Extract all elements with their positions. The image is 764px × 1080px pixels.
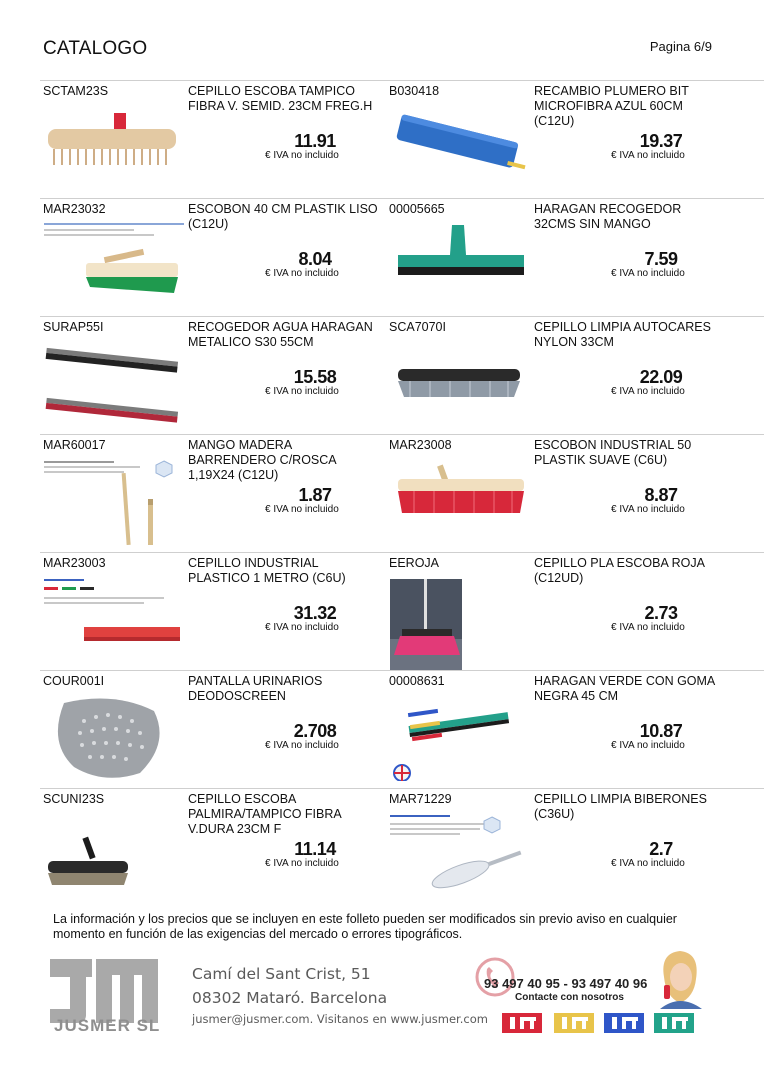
vat-note: € IVA no incluido bbox=[265, 858, 339, 869]
product-description: HARAGAN RECOGEDOR 32CMS SIN MANGO bbox=[534, 202, 682, 231]
tampico-brush-photo bbox=[44, 103, 184, 191]
vat-note: € IVA no incluido bbox=[611, 386, 685, 397]
nylon-brush-photo bbox=[390, 339, 530, 427]
product-card[interactable] bbox=[386, 435, 748, 553]
product-code: SURAP55I bbox=[43, 320, 104, 334]
brand-badges-icon bbox=[500, 1009, 700, 1035]
phone-numbers[interactable]: 93 497 40 95 - 93 497 40 96 bbox=[484, 976, 648, 991]
product-code: MAR23008 bbox=[389, 438, 452, 452]
product-card[interactable] bbox=[386, 553, 748, 671]
product-price: 15.58 bbox=[293, 367, 337, 387]
vat-note: € IVA no incluido bbox=[611, 740, 685, 751]
product-price: 7.59 bbox=[644, 249, 678, 269]
product-card[interactable] bbox=[386, 671, 748, 789]
product-price: 11.91 bbox=[294, 131, 336, 151]
vat-note: € IVA no incluido bbox=[611, 858, 685, 869]
address-city: 08302 Mataró. Barcelona bbox=[192, 989, 388, 1007]
vat-note: € IVA no incluido bbox=[265, 740, 339, 751]
product-card[interactable] bbox=[386, 317, 748, 435]
vat-note: € IVA no incluido bbox=[265, 150, 339, 161]
product-description: ESCOBON 40 CM PLASTIK LISO (C12U) bbox=[188, 202, 378, 231]
product-price: 11.14 bbox=[294, 839, 336, 859]
industrial-broom-photo bbox=[390, 457, 530, 545]
vat-note: € IVA no incluido bbox=[265, 268, 339, 279]
product-price: 1.87 bbox=[298, 485, 332, 505]
product-description: CEPILLO LIMPIA AUTOCARES NYLON 33CM bbox=[534, 320, 711, 349]
product-price: 8.87 bbox=[644, 485, 678, 505]
product-code: MAR71229 bbox=[389, 792, 452, 806]
plastic-broom-photo bbox=[44, 221, 184, 309]
product-code: SCA7070I bbox=[389, 320, 446, 334]
product-card[interactable] bbox=[40, 199, 402, 317]
address-street: Camí del Sant Crist, 51 bbox=[192, 965, 371, 983]
product-price: 22.09 bbox=[639, 367, 683, 387]
product-description: MANGO MADERA BARRENDERO C/ROSCA 1,19X24 (C12U) bbox=[188, 438, 336, 482]
product-card[interactable] bbox=[40, 671, 402, 789]
disclaimer: La información y los precios que se incluyen en este folleto pueden ser modificados sin previo aviso en cualquier momento en función de las exigencias del mercado o errores tipográficos. bbox=[53, 912, 677, 941]
vat-note: € IVA no incluido bbox=[611, 150, 685, 161]
table-row bbox=[40, 80, 764, 198]
product-price: 2.73 bbox=[644, 603, 678, 623]
vat-note: € IVA no incluido bbox=[265, 504, 339, 515]
product-price: 19.37 bbox=[639, 131, 683, 151]
table-row bbox=[40, 670, 764, 788]
bottle-brush-photo bbox=[390, 811, 530, 899]
red-broom-photo bbox=[390, 575, 530, 671]
palmira-brush-photo bbox=[44, 811, 184, 899]
footer bbox=[0, 945, 764, 1045]
table-row bbox=[40, 788, 764, 906]
product-grid bbox=[40, 80, 764, 906]
page-title: CATALOGO bbox=[43, 38, 148, 59]
product-card[interactable] bbox=[40, 317, 402, 435]
page-number: Pagina 6/9 bbox=[649, 39, 712, 54]
product-description: RECAMBIO PLUMERO BIT MICROFIBRA AZUL 60CM (C12U) bbox=[534, 84, 689, 128]
product-code: SCUNI23S bbox=[43, 792, 105, 806]
product-code: MAR60017 bbox=[43, 438, 106, 452]
product-card[interactable] bbox=[40, 553, 402, 671]
product-price: 8.04 bbox=[298, 249, 332, 269]
vat-note: € IVA no incluido bbox=[265, 386, 339, 397]
metal-squeegee-photo bbox=[44, 339, 184, 427]
product-card[interactable] bbox=[40, 435, 402, 553]
product-description: PANTALLA URINARIOS DEODOSCREEN bbox=[188, 674, 323, 703]
industrial-brush-photo bbox=[44, 575, 184, 663]
product-description: RECOGEDOR AGUA HARAGAN METALICO S30 55CM bbox=[188, 320, 373, 349]
wooden-handle-photo bbox=[44, 457, 184, 545]
product-card[interactable] bbox=[386, 789, 748, 907]
product-code: MAR23032 bbox=[43, 202, 106, 216]
table-row bbox=[40, 552, 764, 670]
product-code: 00005665 bbox=[389, 202, 445, 216]
product-description: HARAGAN VERDE CON GOMA NEGRA 45 CM bbox=[534, 674, 715, 703]
green-squeegee-photo bbox=[390, 693, 530, 781]
contact-web[interactable]: jusmer@jusmer.com. Visitanos en www.jusmer.com bbox=[192, 1012, 488, 1026]
product-code: EEROJA bbox=[389, 556, 440, 570]
product-description: CEPILLO LIMPIA BIBERONES (C36U) bbox=[534, 792, 707, 821]
product-price: 2.708 bbox=[293, 721, 337, 741]
contact-label: Contacte con nosotros bbox=[515, 992, 624, 1003]
product-card[interactable] bbox=[40, 789, 402, 907]
product-price: 10.87 bbox=[639, 721, 683, 741]
urinal-screen-photo bbox=[44, 693, 184, 781]
product-description: CEPILLO PLA ESCOBA ROJA (C12UD) bbox=[534, 556, 705, 585]
table-row bbox=[40, 434, 764, 552]
vat-note: € IVA no incluido bbox=[611, 268, 685, 279]
product-price: 31.32 bbox=[293, 603, 337, 623]
vat-note: € IVA no incluido bbox=[611, 622, 685, 633]
product-code: SCTAM23S bbox=[43, 84, 109, 98]
floor-squeegee-photo bbox=[390, 221, 530, 309]
company-name: JUSMER SL bbox=[54, 1016, 161, 1035]
product-code: COUR001I bbox=[43, 674, 105, 688]
product-description: CEPILLO INDUSTRIAL PLASTICO 1 METRO (C6U) bbox=[188, 556, 346, 585]
product-description: ESCOBON INDUSTRIAL 50 PLASTIK SUAVE (C6U) bbox=[534, 438, 692, 467]
product-card[interactable] bbox=[386, 199, 748, 317]
product-code: B030418 bbox=[389, 84, 440, 98]
table-row bbox=[40, 316, 764, 434]
product-description: CEPILLO ESCOBA TAMPICO FIBRA V. SEMID. 23CM FREG.H bbox=[188, 84, 373, 113]
vat-note: € IVA no incluido bbox=[611, 504, 685, 515]
table-row bbox=[40, 198, 764, 316]
product-price: 2.7 bbox=[649, 839, 673, 859]
microfiber-duster-photo bbox=[390, 103, 530, 191]
product-card[interactable] bbox=[40, 81, 402, 199]
product-card[interactable] bbox=[386, 81, 748, 199]
operator-photo-icon bbox=[650, 947, 710, 1009]
product-code: 00008631 bbox=[389, 674, 445, 688]
product-code: MAR23003 bbox=[43, 556, 106, 570]
product-description: CEPILLO ESCOBA PALMIRA/TAMPICO FIBRA V.DURA 23CM F bbox=[188, 792, 342, 836]
vat-note: € IVA no incluido bbox=[265, 622, 339, 633]
